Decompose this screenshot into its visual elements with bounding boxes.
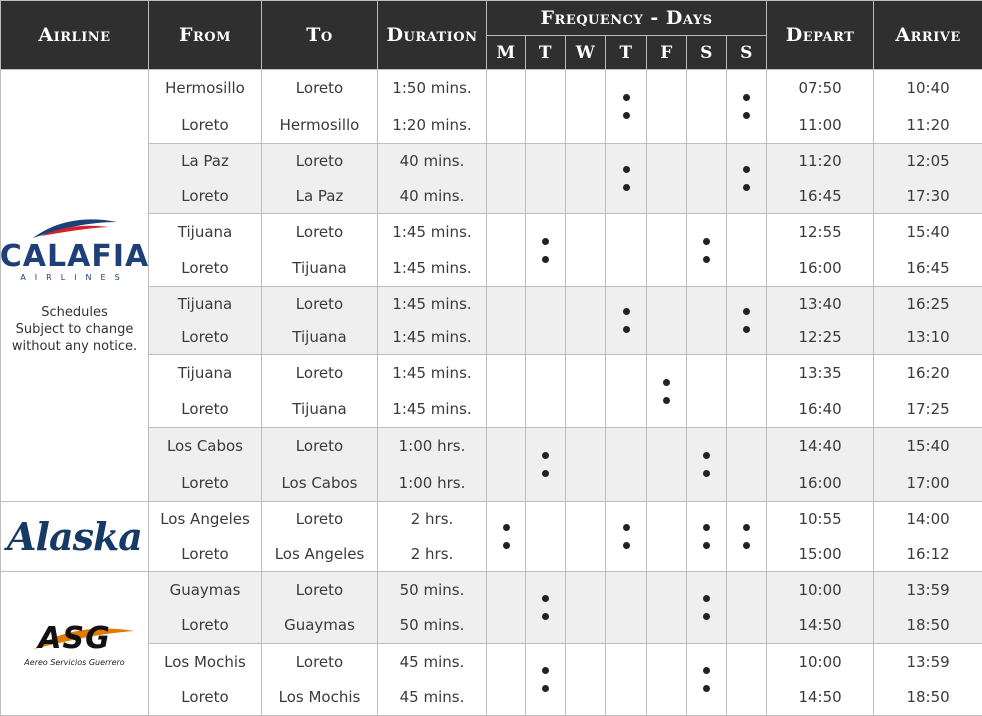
frequency-dot [743, 524, 750, 531]
arrive-value: 13:10 [874, 328, 982, 346]
day-cell-mon [487, 572, 526, 644]
day-cell-mon [487, 428, 526, 502]
frequency-dot [743, 94, 750, 101]
day-cell-sat [687, 214, 727, 287]
from-cell [149, 502, 262, 572]
frequency-dot [703, 470, 710, 477]
alaska-name: Alaska [7, 514, 142, 559]
schedule-note-line: Schedules [12, 304, 137, 321]
day-cell-fri [647, 644, 687, 716]
depart-value: 12:55 [767, 223, 873, 241]
depart-value: 14:40 [767, 437, 873, 455]
to-value: Loreto [262, 223, 377, 241]
day-cell-sat [687, 70, 727, 144]
day-cell-mon [487, 644, 526, 716]
to-cell [262, 644, 378, 716]
duration-cell [378, 572, 487, 644]
duration-cell [378, 214, 487, 287]
arrive-value: 10:40 [874, 79, 982, 97]
arrive-value: 16:45 [874, 259, 982, 277]
frequency-dot [743, 166, 750, 173]
from-cell [149, 644, 262, 716]
arrive-value: 12:05 [874, 152, 982, 170]
to-value: Loreto [262, 581, 377, 599]
day-cell-fri [647, 70, 687, 144]
day-cell-tue [526, 70, 566, 144]
day-cell-thu [606, 70, 647, 144]
frequency-dot [703, 613, 710, 620]
to-value: Loreto [262, 510, 377, 528]
arrive-value: 14:00 [874, 510, 982, 528]
day-cell-thu [606, 428, 647, 502]
duration-value: 1:45 mins. [378, 259, 486, 277]
day-cell-wed [566, 644, 606, 716]
arrive-value: 18:50 [874, 616, 982, 634]
from-value: Loreto [149, 616, 261, 634]
asg-logo [1, 621, 148, 667]
arrive-value: 16:20 [874, 364, 982, 382]
from-cell [149, 214, 262, 287]
frequency-dot [703, 238, 710, 245]
from-value: Los Cabos [149, 437, 261, 455]
day-cell-mon [487, 214, 526, 287]
day-cell-tue [526, 355, 566, 428]
from-cell [149, 70, 262, 144]
from-value: Loreto [149, 116, 261, 134]
from-cell [149, 355, 262, 428]
airline-cell-asg [1, 572, 149, 716]
duration-cell [378, 355, 487, 428]
duration-value: 40 mins. [378, 187, 486, 205]
table-row [1, 428, 982, 502]
asg-subtitle: Aereo Servicios Guerrero [24, 658, 124, 667]
alaska-logo [1, 514, 148, 559]
day-cell-thu [606, 355, 647, 428]
day-cell-sat [687, 644, 727, 716]
frequency-dot [703, 524, 710, 531]
frequency-dot [703, 256, 710, 263]
to-value: Tijuana [262, 259, 377, 277]
duration-value: 50 mins. [378, 616, 486, 634]
to-value: Loreto [262, 152, 377, 170]
frequency-dot [743, 326, 750, 333]
frequency-dot [743, 112, 750, 119]
to-cell [262, 144, 378, 214]
day-cell-sun [727, 144, 767, 214]
day-cell-sun [727, 355, 767, 428]
day-cell-wed [566, 572, 606, 644]
duration-cell [378, 502, 487, 572]
to-value: Loreto [262, 653, 377, 671]
frequency-dot [663, 397, 670, 404]
depart-cell [767, 644, 874, 716]
depart-value: 10:00 [767, 581, 873, 599]
frequency-dot [503, 542, 510, 549]
day-cell-wed [566, 428, 606, 502]
to-value: Los Mochis [262, 688, 377, 706]
day-cell-tue [526, 572, 566, 644]
day-cell-tue [526, 287, 566, 355]
header-day-sun: S [727, 36, 767, 70]
arrive-value: 15:40 [874, 437, 982, 455]
duration-value: 1:00 hrs. [378, 437, 486, 455]
airline-cell-calafia [1, 70, 149, 502]
from-value: La Paz [149, 152, 261, 170]
to-cell [262, 502, 378, 572]
to-cell [262, 428, 378, 502]
depart-value: 12:25 [767, 328, 873, 346]
frequency-dot [542, 685, 549, 692]
duration-value: 2 hrs. [378, 545, 486, 563]
calafia-logo [1, 216, 148, 355]
depart-cell [767, 572, 874, 644]
arrive-value: 17:30 [874, 187, 982, 205]
day-cell-sat [687, 572, 727, 644]
duration-value: 1:20 mins. [378, 116, 486, 134]
duration-value: 1:00 hrs. [378, 474, 486, 492]
day-cell-sat [687, 428, 727, 502]
day-cell-fri [647, 355, 687, 428]
depart-value: 11:00 [767, 116, 873, 134]
header-airline: Airline [1, 1, 149, 70]
frequency-dot [703, 685, 710, 692]
depart-value: 13:40 [767, 295, 873, 313]
header-day-fri: F [647, 36, 687, 70]
table-row [1, 644, 982, 716]
from-value: Los Angeles [149, 510, 261, 528]
from-value: Loreto [149, 688, 261, 706]
frequency-dot [703, 542, 710, 549]
arrive-value: 15:40 [874, 223, 982, 241]
depart-value: 07:50 [767, 79, 873, 97]
frequency-dot [542, 238, 549, 245]
day-cell-sun [727, 287, 767, 355]
header-duration: Duration [378, 1, 487, 70]
arrive-value: 16:25 [874, 295, 982, 313]
day-cell-tue [526, 644, 566, 716]
arrive-value: 17:00 [874, 474, 982, 492]
arrive-cell [874, 287, 982, 355]
arrive-value: 17:25 [874, 400, 982, 418]
frequency-dot [703, 452, 710, 459]
header-frequency: Frequency - Days [487, 1, 767, 36]
day-cell-fri [647, 214, 687, 287]
arrive-cell [874, 144, 982, 214]
table-row [1, 70, 982, 144]
airline-cell-alaska [1, 502, 149, 572]
from-value: Guaymas [149, 581, 261, 599]
frequency-dot [623, 326, 630, 333]
to-value: Loreto [262, 364, 377, 382]
to-value: Loreto [262, 79, 377, 97]
arrive-cell [874, 502, 982, 572]
day-cell-tue [526, 214, 566, 287]
day-cell-thu [606, 144, 647, 214]
day-cell-wed [566, 502, 606, 572]
depart-value: 15:00 [767, 545, 873, 563]
duration-value: 50 mins. [378, 581, 486, 599]
table-row [1, 572, 982, 644]
duration-value: 1:45 mins. [378, 400, 486, 418]
to-cell [262, 214, 378, 287]
day-cell-mon [487, 144, 526, 214]
header-from: From [149, 1, 262, 70]
day-cell-fri [647, 502, 687, 572]
day-cell-sun [727, 214, 767, 287]
day-cell-sat [687, 287, 727, 355]
to-cell [262, 355, 378, 428]
frequency-dot [542, 667, 549, 674]
frequency-dot [623, 94, 630, 101]
arrive-cell [874, 572, 982, 644]
schedule-note-line: without any notice. [12, 338, 137, 355]
frequency-dot [542, 256, 549, 263]
to-value: Guaymas [262, 616, 377, 634]
from-cell [149, 287, 262, 355]
header-day-tue: T [526, 36, 566, 70]
duration-value: 1:45 mins. [378, 295, 486, 313]
frequency-dot [743, 542, 750, 549]
depart-cell [767, 287, 874, 355]
from-value: Tijuana [149, 364, 261, 382]
asg-mark [38, 621, 110, 656]
duration-value: 40 mins. [378, 152, 486, 170]
day-cell-fri [647, 144, 687, 214]
day-cell-tue [526, 428, 566, 502]
duration-cell [378, 144, 487, 214]
frequency-dot [542, 595, 549, 602]
schedule-note [12, 304, 137, 355]
depart-value: 16:45 [767, 187, 873, 205]
frequency-dot [743, 308, 750, 315]
table-row [1, 502, 982, 572]
day-cell-tue [526, 144, 566, 214]
arrive-cell [874, 214, 982, 287]
schedule-note-line: Subject to change [12, 321, 137, 338]
day-cell-mon [487, 355, 526, 428]
arrive-value: 18:50 [874, 688, 982, 706]
day-cell-fri [647, 428, 687, 502]
arrive-cell [874, 70, 982, 144]
from-cell [149, 144, 262, 214]
day-cell-wed [566, 355, 606, 428]
depart-cell [767, 144, 874, 214]
depart-value: 14:50 [767, 688, 873, 706]
day-cell-sun [727, 70, 767, 144]
day-cell-mon [487, 502, 526, 572]
day-cell-fri [647, 287, 687, 355]
day-cell-thu [606, 572, 647, 644]
from-value: Los Mochis [149, 653, 261, 671]
depart-value: 16:40 [767, 400, 873, 418]
table-row [1, 144, 982, 214]
header-day-thu: T [606, 36, 647, 70]
day-cell-sun [727, 428, 767, 502]
from-value: Loreto [149, 328, 261, 346]
frequency-dot [703, 667, 710, 674]
from-cell [149, 572, 262, 644]
day-cell-mon [487, 287, 526, 355]
day-cell-fri [647, 572, 687, 644]
depart-value: 16:00 [767, 474, 873, 492]
arrive-cell [874, 428, 982, 502]
to-value: La Paz [262, 187, 377, 205]
depart-cell [767, 502, 874, 572]
header-day-mon: M [487, 36, 526, 70]
from-cell [149, 428, 262, 502]
header-depart: Depart [767, 1, 874, 70]
day-cell-wed [566, 214, 606, 287]
to-value: Los Angeles [262, 545, 377, 563]
header-to: To [262, 1, 378, 70]
depart-cell [767, 428, 874, 502]
calafia-subtitle: AIRLINES [20, 273, 128, 282]
from-value: Loreto [149, 474, 261, 492]
duration-value: 1:45 mins. [378, 364, 486, 382]
day-cell-wed [566, 287, 606, 355]
header-day-sat: S [687, 36, 727, 70]
frequency-dot [542, 452, 549, 459]
day-cell-thu [606, 214, 647, 287]
day-cell-sat [687, 502, 727, 572]
frequency-dot [623, 112, 630, 119]
day-cell-sat [687, 144, 727, 214]
depart-cell [767, 70, 874, 144]
frequency-dot [663, 379, 670, 386]
to-value: Hermosillo [262, 116, 377, 134]
frequency-dot [542, 470, 549, 477]
frequency-dot [623, 166, 630, 173]
depart-cell [767, 355, 874, 428]
day-cell-thu [606, 287, 647, 355]
duration-value: 45 mins. [378, 653, 486, 671]
from-value: Loreto [149, 400, 261, 418]
duration-cell [378, 644, 487, 716]
from-value: Hermosillo [149, 79, 261, 97]
arrive-cell [874, 355, 982, 428]
depart-value: 13:35 [767, 364, 873, 382]
day-cell-thu [606, 502, 647, 572]
day-cell-mon [487, 70, 526, 144]
depart-value: 14:50 [767, 616, 873, 634]
frequency-dot [623, 542, 630, 549]
to-value: Tijuana [262, 400, 377, 418]
to-value: Los Cabos [262, 474, 377, 492]
day-cell-thu [606, 644, 647, 716]
day-cell-sat [687, 355, 727, 428]
to-cell [262, 287, 378, 355]
to-cell [262, 70, 378, 144]
to-cell [262, 572, 378, 644]
table-row [1, 355, 982, 428]
header-day-wed: W [566, 36, 606, 70]
arrive-cell [874, 644, 982, 716]
frequency-dot [743, 184, 750, 191]
day-cell-sun [727, 572, 767, 644]
arrive-value: 16:12 [874, 545, 982, 563]
arrive-value: 13:59 [874, 653, 982, 671]
to-value: Tijuana [262, 328, 377, 346]
frequency-dot [623, 308, 630, 315]
from-value: Loreto [149, 545, 261, 563]
day-cell-wed [566, 144, 606, 214]
duration-cell [378, 287, 487, 355]
duration-cell [378, 428, 487, 502]
day-cell-sun [727, 644, 767, 716]
duration-cell [378, 70, 487, 144]
depart-value: 16:00 [767, 259, 873, 277]
depart-cell [767, 214, 874, 287]
calafia-name: CALAFIA [0, 242, 149, 272]
frequency-dot [703, 595, 710, 602]
duration-value: 1:45 mins. [378, 328, 486, 346]
frequency-dot [503, 524, 510, 531]
day-cell-wed [566, 70, 606, 144]
duration-value: 1:50 mins. [378, 79, 486, 97]
from-value: Loreto [149, 259, 261, 277]
depart-value: 10:55 [767, 510, 873, 528]
depart-value: 10:00 [767, 653, 873, 671]
arrive-value: 11:20 [874, 116, 982, 134]
asg-name: ASG [38, 621, 110, 656]
duration-value: 2 hrs. [378, 510, 486, 528]
day-cell-tue [526, 502, 566, 572]
frequency-dot [542, 613, 549, 620]
duration-value: 1:45 mins. [378, 223, 486, 241]
header-arrive: Arrive [874, 1, 982, 70]
day-cell-sun [727, 502, 767, 572]
frequency-dot [623, 524, 630, 531]
frequency-dot [623, 184, 630, 191]
to-value: Loreto [262, 295, 377, 313]
from-value: Loreto [149, 187, 261, 205]
from-value: Tijuana [149, 223, 261, 241]
duration-value: 45 mins. [378, 688, 486, 706]
arrive-value: 13:59 [874, 581, 982, 599]
from-value: Tijuana [149, 295, 261, 313]
depart-value: 11:20 [767, 152, 873, 170]
table-row [1, 287, 982, 355]
to-value: Loreto [262, 437, 377, 455]
